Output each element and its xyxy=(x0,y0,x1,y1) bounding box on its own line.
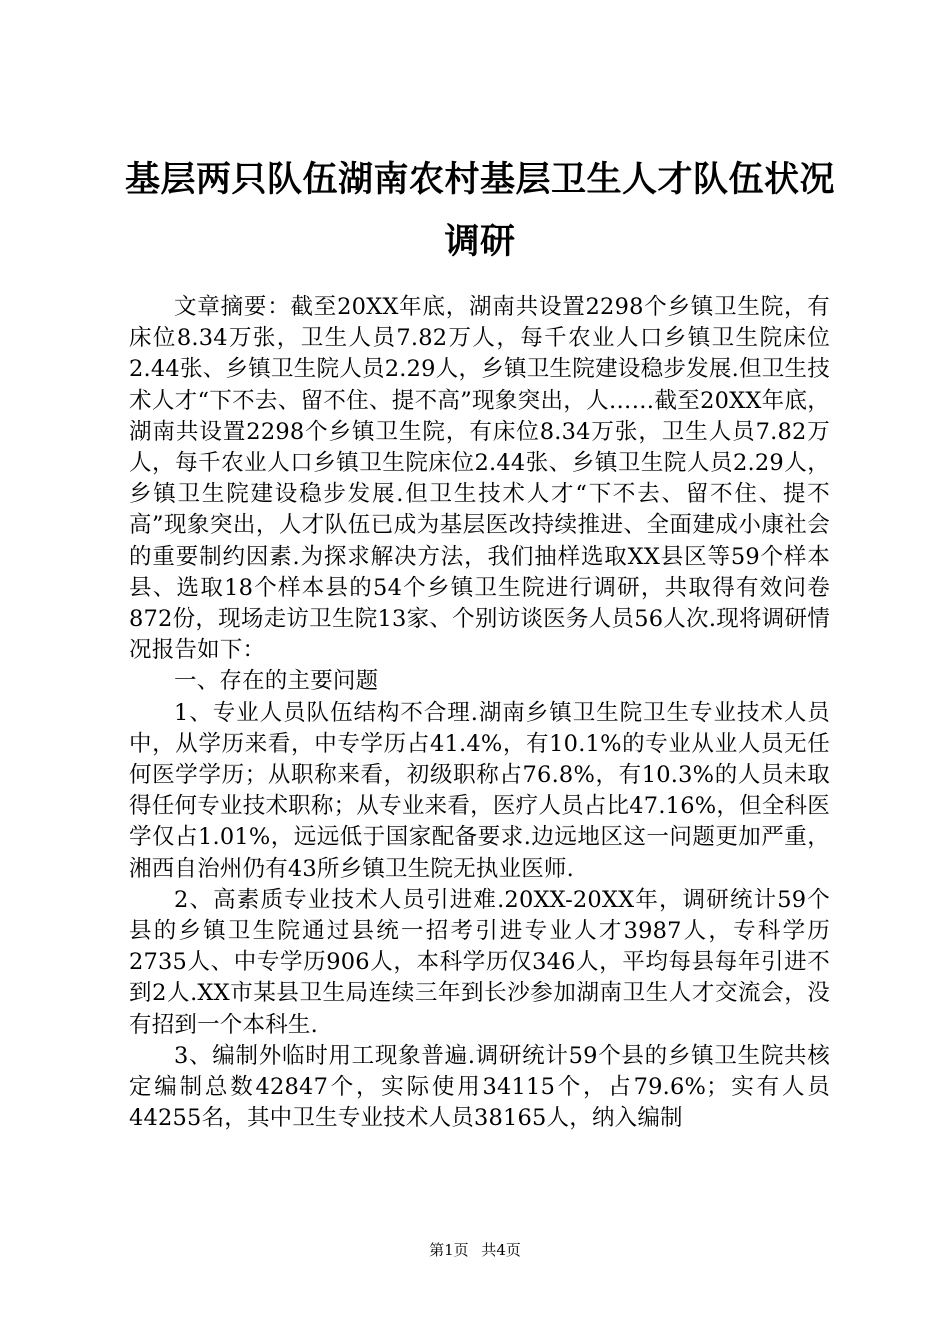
page-total: 共4页 xyxy=(481,1241,521,1259)
document-title-line-2: 调研 xyxy=(444,222,516,262)
problem-2-paragraph: 2、高素质专业技术人员引进难.20XX-20XX年，调研统计59个县的乡镇卫生院通过县统一招考引进专业人才3987人，专科学历2735人、中专学历906人，本科学历仅346人，平均每县每年引进不到2人.XX市某县卫生局连续三年到长沙参加湖南卫生人才交流会，没有招到一个本科生. xyxy=(129,886,830,1038)
page-footer xyxy=(0,1240,950,1260)
document-title-line-1: 基层两只队伍湖南农村基层卫生人才队伍状况 xyxy=(124,160,835,200)
page-number: 第1页 xyxy=(429,1241,469,1259)
document-body xyxy=(129,292,830,1134)
problem-3-paragraph: 3、编制外临时用工现象普遍.调研统计59个县的乡镇卫生院共核定编制总数42847个，实际使用34115个，占79.6%；实有人员44255名，其中卫生专业技术人员38165人，纳入编制 xyxy=(129,1042,830,1132)
problem-1-paragraph: 1、专业人员队伍结构不合理.湖南乡镇卫生院卫生专业技术人员中，从学历来看，中专学历占41.4%，有10.1%的专业从业人员无任何医学学历；从职称来看，初级职称占76.8%，有10.3%的人员未取得任何专业技术职称；从专业来看，医疗人员占比47.16%，但全科医学仅占1.01%，远远低于国家配备要求.边远地区这一问题更加严重，湘西自治州仍有43所乡镇卫生院无执业医师. xyxy=(129,699,830,882)
abstract-paragraph: 文章摘要：截至20XX年底，湖南共设置2298个乡镇卫生院，有床位8.34万张，卫生人员7.82万人，每千农业人口乡镇卫生院床位2.44张、乡镇卫生院人员2.29人，乡镇卫生院建设稳步发展.但卫生技术人才“下不去、留不住、提不高”现象突出，人……截至20XX年底，湖南共设置2298个乡镇卫生院，有床位8.34万张，卫生人员7.82万人，每千农业人口乡镇卫生院床位2.44张、乡镇卫生院人员2.29人，乡镇卫生院建设稳步发展.但卫生技术人才“下不去、留不住、提不高”现象突出，人才队伍已成为基层医改持续推进、全面建成小康社会的重要制约因素.为探求解决方法，我们抽样选取XX县区等59个样本县、选取18个样本县的54个乡镇卫生院进行调研，共取得有效问卷872份，现场走访卫生院13家、个别访谈医务人员56人次.现将调研情况报告如下： xyxy=(129,294,830,664)
section-heading-main-problems: 一、存在的主要问题 xyxy=(174,668,379,695)
